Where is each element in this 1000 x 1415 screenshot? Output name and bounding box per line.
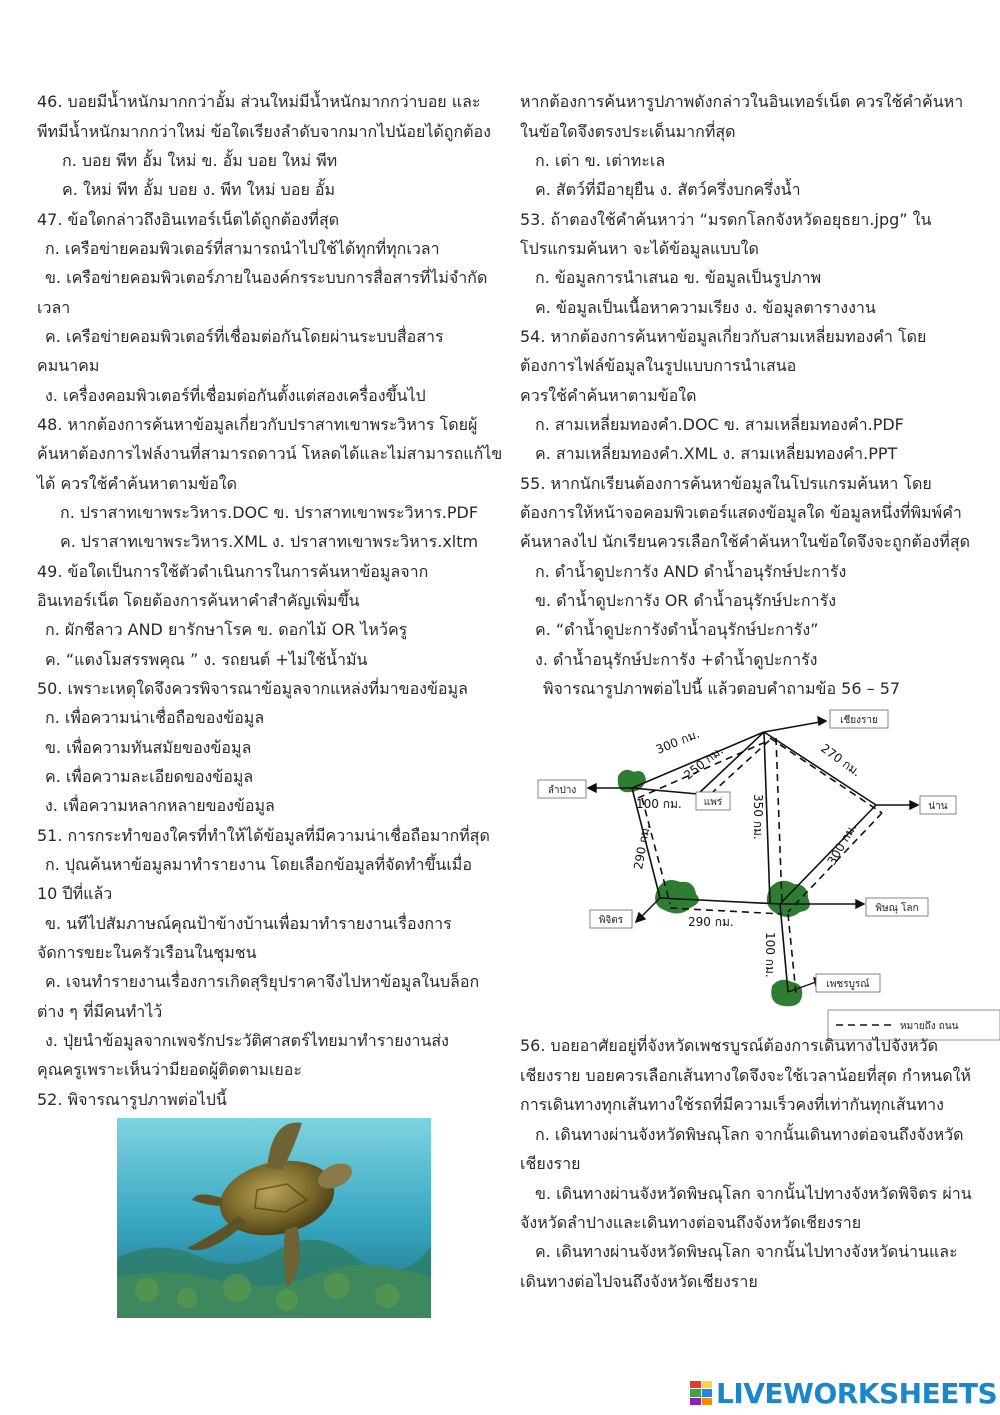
distance-chiangrai-nan: 270 กม. — [818, 741, 864, 780]
distance-phrae-chiangrai: 250 กม. — [681, 743, 726, 783]
distance-chiangrai-phitsanulok: 350 กม. — [751, 794, 765, 840]
q55-line-2: ต้องการให้หน้าจอคอมพิวเตอร์แสดงข้อมูลใด ข้อมูลหนึ่งที่พิมพ์คำ — [520, 503, 962, 522]
q55-choice-b: ข. ดำน้ำดูปะการัง OR ดำน้ำอนุรักษ์ปะการัง — [535, 591, 837, 610]
q56-57-intro: พิจารณารูปภาพต่อไปนี้ แล้วตอบคำถามข้อ 56 – 57 — [543, 679, 901, 698]
q48-line-3: ได้ ควรใช้คำค้นหาตามข้อใด — [37, 474, 238, 493]
q49-line-2: อินเทอร์เน็ต โดยต้องการค้นหาคำสำคัญเพิ่มขึ้น — [37, 591, 360, 610]
distance-phitsanulok-phetchabun: 100 กม. — [763, 932, 777, 978]
q56-choice-b-cont: จังหวัดลำปางและเดินทางต่อจนถึงจังหวัดเชียงราย — [520, 1213, 862, 1232]
q55-choice-c: ค. “ดำน้ำดูปะการังดำน้ำอนุรักษ์ปะการัง” — [535, 620, 819, 639]
q55-choice-a: ก. ดำน้ำดูปะการัง AND ดำน้ำอนุรักษ์ปะการัง — [535, 562, 847, 581]
svg-text:น่าน: น่าน — [928, 801, 948, 812]
q51-choice-b: ข. นทีไปสัมภาษณ์คุณป้าข้างบ้านเพื่อมาทำรายงานเรื่องการ — [45, 914, 452, 933]
q55-line-1: 55. หากนักเรียนต้องการค้นหาข้อมูลในโปรแกรมค้นหา โดย — [520, 474, 932, 493]
q50-choice-d: ง. เพื่อความหลากหลายของข้อมูล — [45, 796, 275, 815]
q50-choice-a: ก. เพื่อความน่าเชื่อถือของข้อมูล — [45, 708, 265, 727]
q51-choice-a-cont: 10 ปีที่แล้ว — [37, 884, 113, 903]
q53-choices-2: ค. ข้อมูลเป็นเนื้อหาความเรียง ง. ข้อมูลตารางงาน — [535, 298, 876, 317]
q51-choice-c-cont: ต่าง ๆ ที่มีคนทำไว้ — [37, 1002, 163, 1021]
city-label-nan — [920, 796, 956, 814]
q52-line-3: ในข้อใดจึงตรงประเด็นมากที่สุด — [520, 122, 736, 141]
q49-choices-1: ก. ผักชีลาว AND ยารักษาโรค ข. ดอกไม้ OR ไหว้ครู — [45, 620, 408, 639]
q48-line-2: ค้นหาต้องการไฟล์งานที่สามารถดาวน์ โหลดได้และไม่สามารถแก้ไข — [37, 444, 503, 463]
q48-choices-1: ก. ปราสาทเขาพระวิหาร.DOC ข. ปราสาทเขาพระวิหาร.PDF — [60, 503, 479, 522]
q53-line-2: โปรแกรมค้นหา จะได้ข้อมูลแบบใด — [520, 239, 759, 258]
q47-choice-c: ค. เครือข่ายคอมพิวเตอร์ที่เชื่อมต่อกันโดยผ่านระบบสื่อสาร — [45, 327, 444, 346]
svg-text:แพร่: แพร่ — [703, 797, 723, 808]
city-label-phichit — [590, 910, 632, 928]
q47-choice-d: ง. เครื่องคอมพิวเตอร์ที่เชื่อมต่อกันตั้งแต่สองเครื่องขึ้นไป — [45, 386, 426, 405]
q49-choices-2: ค. “แตงโมสรรพคุณ ” ง. รถยนต์ +ไม่ใช้น้ำมัน — [45, 650, 368, 669]
q52-choices-1: ก. เต่า ข. เต่าทะเล — [535, 151, 666, 170]
q52-line-1: 52. พิจารณารูปภาพต่อไปนี้ — [37, 1090, 227, 1109]
q47-choice-a: ก. เครือข่ายคอมพิวเตอร์ที่สามารถนำไปใช้ได้ทุกที่ทุกเวลา — [45, 239, 440, 258]
liveworksheets-logo-text: LIVEWORKSHEETS — [716, 1376, 998, 1410]
city-label-lampang — [538, 780, 586, 798]
q47-line-1: 47. ข้อใดกล่าวถึงอินเทอร์เน็ตได้ถูกต้องที่สุด — [37, 210, 340, 229]
sea-turtle-image — [117, 1118, 431, 1318]
distance-lampang-phrae: 100 กม. — [636, 797, 682, 811]
sea-turtle-photo — [117, 1118, 431, 1318]
q56-line-1: 56. บอยอาศัยอยู่ที่จังหวัดเพชรบูรณ์ต้องการเดินทางไปจังหวัด — [520, 1036, 939, 1055]
q48-choices-2: ค. ปราสาทเขาพระวิหาร.XML ง. ปราสาทเขาพระวิหาร.xltm — [60, 532, 479, 551]
phichit-area — [655, 880, 699, 914]
q50-choice-c: ค. เพื่อความละเอียดของข้อมูล — [45, 767, 254, 786]
q56-choice-b: ข. เดินทางผ่านจังหวัดพิษณุโลก จากนั้นไปทางจังหวัดพิจิตร ผ่าน — [535, 1184, 972, 1203]
distance-lampang-chiangrai: 300 กม. — [653, 726, 702, 757]
svg-text:เพชรบูรณ์: เพชรบูรณ์ — [826, 979, 870, 990]
q51-line-1: 51. การกระทำของใครที่ทำให้ได้ข้อมูลที่มีความน่าเชื่อถือมากที่สุด — [37, 826, 490, 845]
q56-line-3: การเดินทางทุกเส้นทางใช้รถที่มีความเร็วคงที่เท่ากันทุกเส้นทาง — [520, 1095, 944, 1114]
q52-choices-2: ค. สัตว์ที่มีอายุยืน ง. สัตว์ครึ่งบกครึ่งน้ำ — [535, 180, 801, 199]
q55-choice-d: ง. ดำน้ำอนุรักษ์ปะการัง +ดำน้ำดูปะการัง — [535, 650, 818, 669]
road-map — [520, 708, 1000, 1046]
q47-choice-b: ข. เครือข่ายคอมพิวเตอร์ภายในองค์กรระบบการสื่อสารที่ไม่จำกัด — [45, 268, 488, 287]
q54-line-3: ควรใช้คำค้นหาตามข้อใด — [520, 386, 697, 405]
q54-choices-1: ก. สามเหลี่ยมทองคำ.DOC ข. สามเหลี่ยมทองคำ.PDF — [535, 415, 904, 434]
q46-line-2: พีทมีน้ำหนักมากกว่าใหม่ ข้อใดเรียงลำดับจากมากไปน้อยได้ถูกต้อง — [37, 122, 491, 141]
q56-choice-a-cont: เชียงราย — [520, 1154, 581, 1173]
distance-phichit-phitsanulok: 290 กม. — [688, 915, 734, 929]
q56-line-2: เชียงราย บอยควรเลือกเส้นทางใดจึงจะใช้เวลาน้อยที่สุด กำหนดให้ — [520, 1066, 971, 1085]
liveworksheets-logo-icon — [690, 1381, 712, 1405]
q46-choices-2: ค. ใหม่ พีท อั้ม บอย ง. พีท ใหม่ บอย อั้ม — [62, 180, 336, 199]
svg-text:เชียงราย: เชียงราย — [840, 715, 878, 726]
city-label-phitsanulok — [866, 898, 928, 916]
q51-choice-d-cont: คุณครูเพราะเห็นว่ามียอดผู้ติดตามเยอะ — [37, 1060, 302, 1079]
q47-choice-b-cont: เวลา — [37, 298, 71, 317]
q48-line-1: 48. หากต้องการค้นหาข้อมูลเกี่ยวกับปราสาทเขาพระวิหาร โดยผู้ — [37, 415, 478, 434]
q54-choices-2: ค. สามเหลี่ยมทองคำ.XML ง. สามเหลี่ยมทองคำ.PPT — [535, 444, 898, 463]
q51-choice-b-cont: จัดการขยะในครัวเรือนในชุมชน — [37, 943, 257, 962]
q46-choices-1: ก. บอย พีท อั้ม ใหม่ ข. อั้ม บอย ใหม่ พีท — [62, 151, 338, 170]
q46-line-1: 46. บอยมีน้ำหนักมากกว่าอั้ม ส่วนใหม่มีน้ำหนักมากกว่าบอย และ — [37, 92, 481, 111]
q56-choice-c: ค. เดินทางผ่านจังหวัดพิษณุโลก จากนั้นไปทางจังหวัดน่านและ — [535, 1242, 958, 1261]
q47-choice-c-cont: คมนาคม — [37, 356, 100, 375]
city-label-phrae — [696, 792, 730, 810]
q51-choice-c: ค. เจนทำรายงานเรื่องการเกิดสุริยุปราคาจึงไปหาข้อมูลในบล็อก — [45, 972, 480, 991]
svg-text:หมายถึง ถนน: หมายถึง ถนน — [900, 1021, 959, 1032]
q56-choice-c-cont: เดินทางต่อไปจนถึงจังหวัดเชียงราย — [520, 1272, 758, 1291]
q55-line-3: ค้นหาลงไป นักเรียนควรเลือกใช้คำค้นหาในข้อใดจึงจะถูกต้องที่สุด — [520, 532, 971, 551]
q51-choice-a: ก. ปุณค้นหาข้อมูลมาทำรายงาน โดยเลือกข้อมูลที่จัดทำขึ้นเมื่อ — [45, 855, 472, 874]
q49-line-1: 49. ข้อใดเป็นการใช้ตัวดำเนินการในการค้นหาข้อมูลจาก — [37, 562, 429, 581]
q50-choice-b: ข. เพื่อความทันสมัยของข้อมูล — [45, 738, 252, 757]
q54-line-1: 54. หากต้องการค้นหาข้อมูลเกี่ยวกับสามเหลี่ยมทองคำ โดย — [520, 327, 927, 346]
liveworksheets-logo — [690, 1376, 997, 1410]
city-label-chiangrai — [830, 710, 888, 728]
distance-lampang-phichit: 290 กม. — [631, 823, 653, 871]
q54-line-2: ต้องการไฟล์ข้อมูลในรูปแบบการนำเสนอ — [520, 356, 797, 375]
q52-line-2: หากต้องการค้นหารูปภาพดังกล่าวในอินเทอร์เน็ต ควรใช้คำค้นหา — [520, 92, 964, 111]
q51-choice-d: ง. ปุ่ยนำข้อมูลจากเพจรักประวัติศาสตร์ไทยมาทำรายงานส่ง — [45, 1031, 449, 1050]
q53-line-1: 53. ถ้าตองใช้คำค้นหาว่า “มรดกโลกจังหวัดอยุธยา.jpg” ใน — [520, 210, 932, 229]
q50-line-1: 50. เพราะเหตุใดจึงควรพิจารณาข้อมูลจากแหล่งที่มาของข้อมูล — [37, 679, 468, 698]
svg-text:ลำปาง: ลำปาง — [547, 785, 577, 796]
q53-choices-1: ก. ข้อมูลการนำเสนอ ข. ข้อมูลเป็นรูปภาพ — [535, 268, 822, 287]
distance-nan-phitsanulok: 300 กม. — [824, 820, 860, 868]
svg-text:พิษณุ โลก: พิษณุ โลก — [875, 903, 919, 914]
city-label-phetchabun — [816, 974, 880, 992]
q56-choice-a: ก. เดินทางผ่านจังหวัดพิษณุโลก จากนั้นเดินทางต่อจนถึงจังหวัด — [535, 1125, 964, 1144]
svg-text:พิจิตร: พิจิตร — [598, 915, 624, 926]
